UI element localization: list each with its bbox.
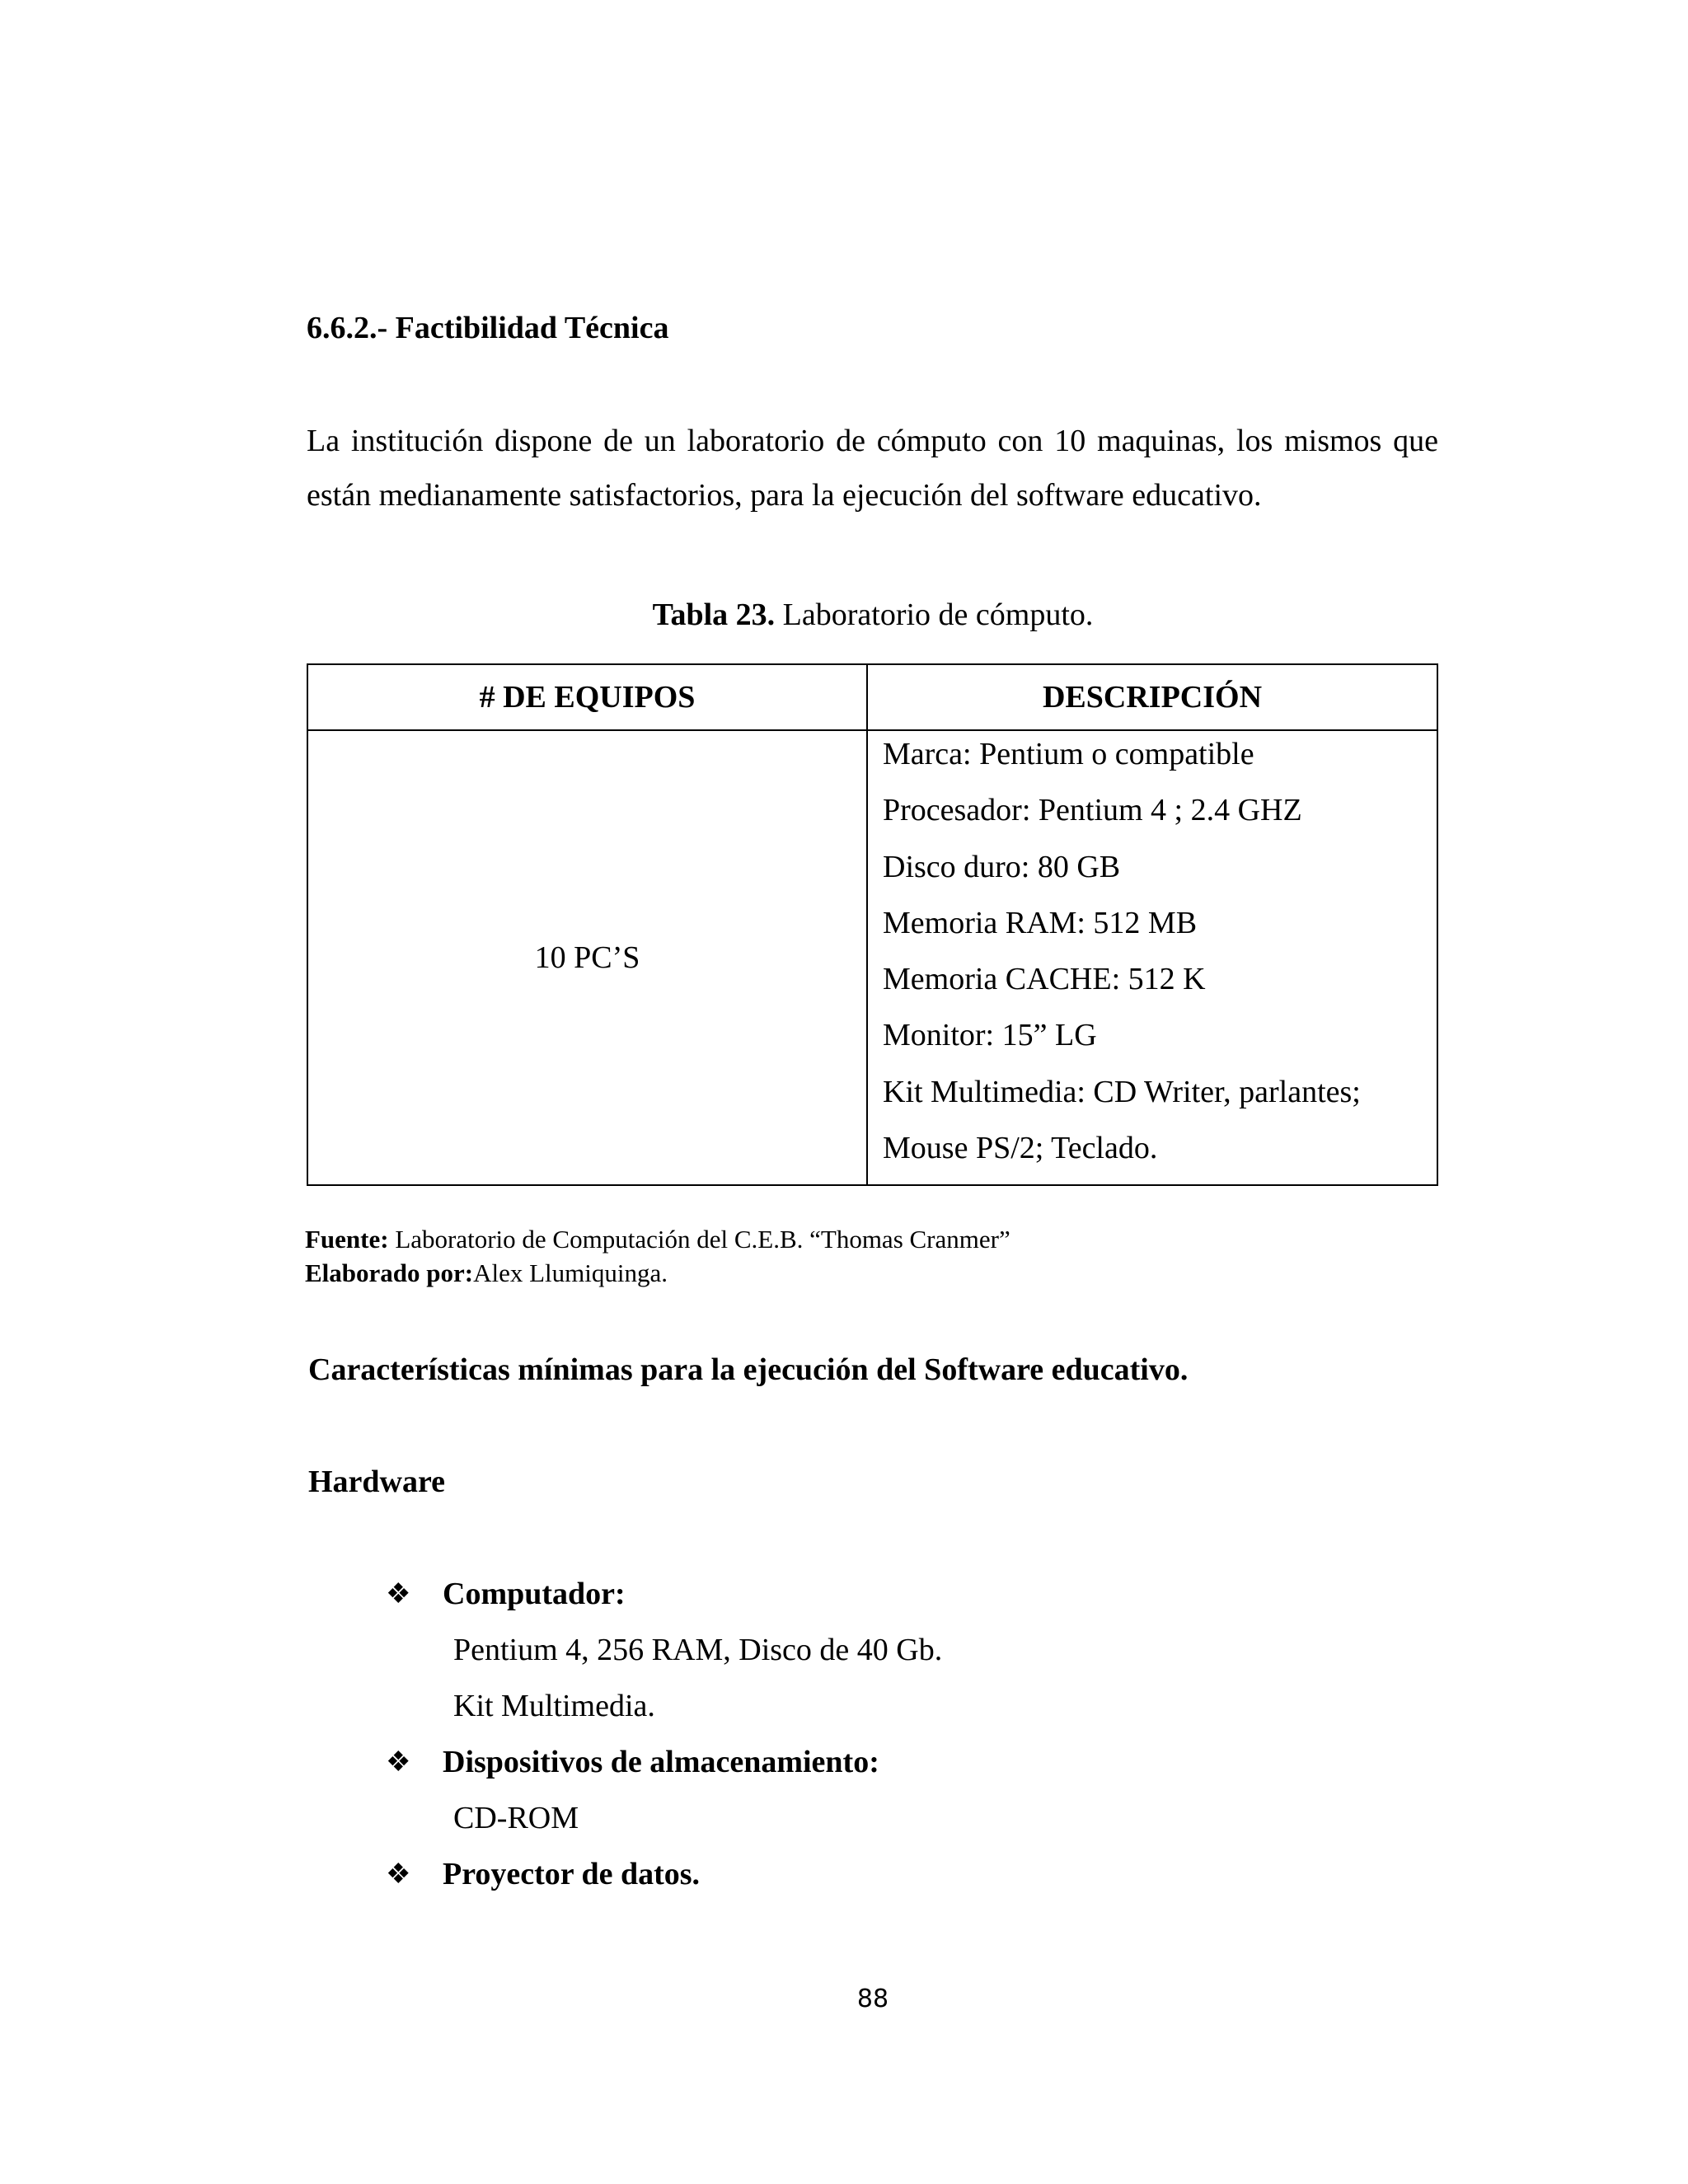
desc-multimedia-kit: Kit Multimedia: CD Writer, parlantes;: [883, 1074, 1361, 1109]
requirements-heading: Características mínimas para la ejecución del Software educativo.: [308, 1352, 1189, 1387]
desc-processor: Procesador: Pentium 4 ; 2.4 GHZ: [883, 793, 1302, 828]
desc-monitor: Monitor: 15” LG: [883, 1018, 1097, 1053]
table-author: [305, 1256, 668, 1290]
desc-brand: Marca: Pentium o compatible: [883, 737, 1254, 771]
header-description: DESCRIPCIÓN: [867, 664, 1437, 730]
hardware-heading: Hardware: [308, 1465, 446, 1499]
table-caption-label: Tabla 23.: [652, 598, 776, 632]
table-header-row: [307, 664, 1437, 730]
diamond-bullet-icon: ❖: [386, 1579, 411, 1610]
item-computer-title: Computador:: [443, 1577, 626, 1611]
desc-hard-disk: Disco duro: 80 GB: [883, 849, 1121, 884]
source-label: Fuente:: [305, 1225, 389, 1254]
author-text: Alex Llumiquinga.: [473, 1258, 668, 1287]
header-equipment-count: # DE EQUIPOS: [307, 664, 867, 730]
equipment-count-cell: 10 PC’S: [307, 730, 867, 1185]
page-number: 88: [856, 1985, 889, 2013]
desc-ram: Memoria RAM: 512 MB: [883, 905, 1198, 940]
item-projector-title: Proyector de datos.: [443, 1857, 701, 1891]
item-storage-title: Dispositivos de almacenamiento:: [443, 1745, 879, 1779]
intro-paragraph: La institución dispone de un laboratorio de cómputo con 10 maquinas, los mismos que están medianamente satisfactorios, para la ejecución del software educativo.: [307, 424, 1438, 513]
author-label: Elaborado por:: [305, 1258, 474, 1287]
diamond-bullet-icon: ❖: [386, 1859, 411, 1890]
description-cell: [867, 730, 1437, 1185]
desc-peripherals: Mouse PS/2; Teclado.: [883, 1131, 1158, 1166]
table-caption: [0, 597, 1688, 633]
table-source: [305, 1222, 1010, 1256]
source-text: Laboratorio de Computación del C.E.B. “Thomas Cranmer”: [395, 1225, 1010, 1254]
section-heading: 6.6.2.- Factibilidad Técnica: [307, 311, 669, 345]
item-computer-spec: Pentium 4, 256 RAM, Disco de 40 Gb.: [453, 1633, 943, 1667]
desc-cache: Memoria CACHE: 512 K: [883, 962, 1206, 997]
lab-table: [307, 663, 1438, 1186]
table-caption-text: Laboratorio de cómputo.: [782, 598, 1094, 632]
item-computer-multimedia: Kit Multimedia.: [453, 1689, 655, 1723]
item-storage-spec: CD-ROM: [453, 1801, 579, 1835]
table-row: [307, 730, 1437, 1185]
diamond-bullet-icon: ❖: [386, 1747, 411, 1778]
